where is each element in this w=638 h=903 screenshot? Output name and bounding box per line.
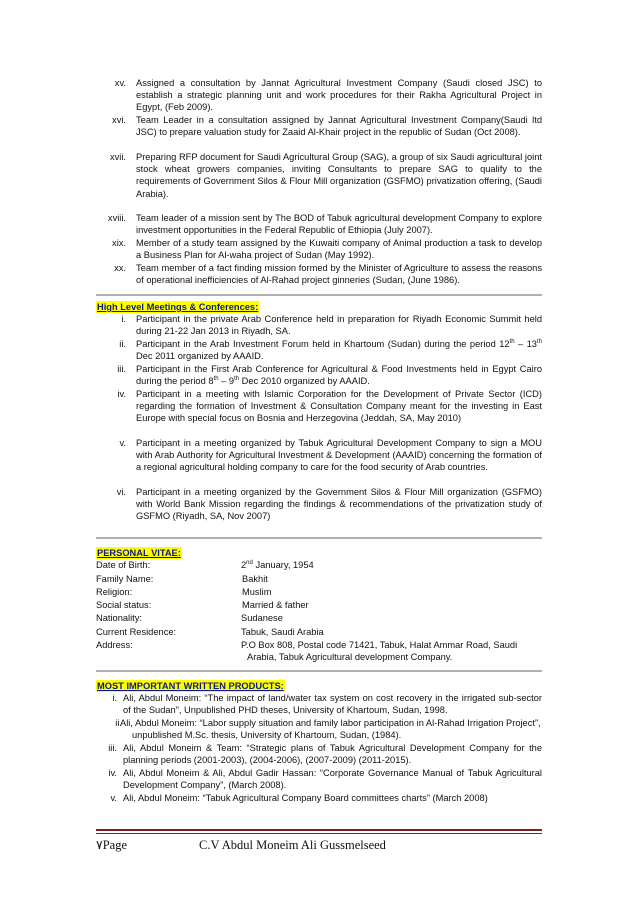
vitae-value: Tabuk, Saudi Arabia (241, 627, 324, 637)
item-number: iii. (117, 364, 126, 374)
footer-rule-thin (96, 833, 542, 834)
page-number: ٧Page (96, 838, 128, 852)
section-heading-written-products: MOST IMPORTANT WRITTEN PRODUCTS: (97, 681, 284, 691)
list-item (96, 114, 542, 151)
item-number: xix. (112, 238, 126, 248)
vitae-label: Nationality: (96, 613, 142, 623)
vitae-label: Religion: (96, 587, 133, 597)
vitae-value: P.O Box 808, Postal code 71421, Tabuk, Halat Ammar Road, Saudi Arabia, Tabuk Agricultural development Company. (241, 640, 518, 663)
item-number: xv. (114, 78, 126, 88)
item-text: Ali, Abdul Moneim & Team: “Strategic plans of Tabuk Agricultural Development Company for the planning periods (2001-2003), (2004-2006), (2007-2009) (2011-2015). (123, 743, 542, 766)
item-text: Member of a study team assigned by the Kuwaiti company of Animal production a task to develop a Business Plan for Al-waha project of Sudan (May 1992). (136, 238, 542, 261)
item-text: Team leader of a mission sent by The BOD of Tabuk agricultural development Company to explore investment opportunities in the Federal Republic of Ethiopia (July 2007). (136, 213, 542, 236)
item-number: iii. (108, 743, 117, 753)
list-item (96, 767, 542, 792)
item-number: xvi. (112, 115, 126, 125)
item-number: i. (121, 314, 126, 324)
item-number: xx. (114, 263, 126, 273)
vitae-label: Family Name: (96, 574, 154, 584)
vitae-value: Sudanese (241, 613, 283, 623)
list-item (96, 151, 542, 212)
section-divider (96, 294, 542, 296)
item-number: iv. (117, 389, 126, 399)
item-text: Team Leader in a consultation assigned by Jannat Agricultural Investment Company(Saudi ltd JSC) to prepare valuation study for Zaaid Al-Khair project in the republic of Sudan (Oct 2008). (136, 115, 542, 138)
vitae-label: Social status: (96, 600, 152, 610)
item-text: Ali, Abdul Moneim: “The impact of land/water tax system on cost recovery in the irrigated sub-sector of the Sudan”, Unpublished PHD theses, University of Khartoum, Sudan, 1998. (123, 693, 542, 716)
vitae-row-social-status (96, 599, 542, 611)
item-text: Assigned a consultation by Jannat Agricultural Investment Company (Saudi closed JSC) to establish a strategic planning unit and work procedures for their Rakha Agricultural Project in Egypt, (Feb 2009). (136, 78, 542, 113)
item-text: Participant in the private Arab Conference held in preparation for Riyadh Economic Summit held during 21-22 Jan 2013 in Riyadh, SA. (136, 314, 542, 337)
item-text: Ali, Abdul Moneim: “Tabuk Agricultural Company Board committees charts” (March 2008) (123, 793, 488, 803)
written-products-list (96, 692, 542, 805)
list-item (96, 437, 542, 486)
item-text: Ali, Abdul Moneim & Ali, Abdul Gadir Hassan: “Corporate Governance Manual of Tabuk Agricultural Development Company”, (March 2008). (123, 768, 542, 791)
vitae-row-family-name (96, 573, 542, 585)
meetings-list (96, 313, 542, 523)
list-item (96, 313, 542, 338)
item-text: Participant in the Arab Investment Forum held in Khartoum (Sudan) during the period 12th – 13th Dec 2011 organized by AAAID. (136, 338, 542, 362)
item-number: i. (112, 693, 117, 703)
item-text: Team member of a fact finding mission formed by the Minister of Agriculture to assess the reasons of operational inefficiencies of Al-Rahad project ginneries (Sudan, (June 1986). (136, 263, 542, 286)
section-divider (96, 537, 542, 539)
item-number: vi. (116, 487, 126, 497)
item-number: ii. (119, 339, 126, 349)
item-number: v. (119, 438, 126, 448)
list-item (96, 388, 542, 437)
vitae-value: Married & father (242, 600, 309, 610)
footer-title: C.V Abdul Moneim Ali Gussmelseed (199, 838, 386, 852)
item-text: Ali, Abdul Moneim: “Labor supply situation and family labor participation in Al-Rahad Irrigation Project”, unpublished M.Sc. thesis, University of Khartoum, Sudan, (1984). (120, 718, 541, 741)
vitae-label: Current Residence: (96, 627, 177, 637)
vitae-value: Bakhit (242, 574, 268, 584)
vitae-value: Muslim (242, 587, 272, 597)
item-text: Participant in the First Arab Conference for Agricultural & Food Investments held in Egypt Cairo during the period 8th – 9th Dec 2010 organized by AAAID. (136, 364, 542, 387)
item-number: xvii. (109, 152, 126, 162)
vitae-row-address (96, 639, 542, 665)
list-item (96, 262, 542, 287)
vitae-value: 2nd January, 1954 (241, 559, 314, 570)
item-text: Participant in a meeting organized by Tabuk Agricultural Development Company to sign a MOU with Arab Authority for Agricultural Investment & Development (AAAID) concerning the formation of a regional agricultural holding company to care for the food security of Arab countries. (136, 438, 542, 473)
item-text: Participant in a meeting organized by the Government Silos & Flour Mill organization (GSFMO) with World Bank Mission regarding the findings & recommendations of the privatization study of GSFMO (Riyadh, SA, Nov 2007) (136, 487, 542, 522)
list-item (96, 338, 542, 363)
section-heading-personal-vitae: PERSONAL VITAE: (97, 548, 181, 558)
list-item (96, 237, 542, 262)
item-number: v. (110, 793, 117, 803)
list-item (96, 717, 542, 742)
item-number: ii. (115, 718, 122, 728)
footer-rule (96, 829, 542, 831)
list-item (96, 486, 542, 523)
vitae-row-nationality (96, 612, 542, 624)
vitae-row-religion (96, 586, 542, 598)
list-item (96, 77, 542, 114)
item-number: xviii. (107, 213, 126, 223)
list-item (96, 742, 542, 767)
item-text: Participant in a meeting with Islamic Corporation for the Development of Private Sector (ICD) regarding the formation of Investment & Consultation Company meant for the investing in East Europe with special focus on Bosnia and Herzegovina (Jeddah, SA, May 2010) (136, 389, 542, 424)
section-divider (96, 670, 542, 672)
vitae-row-current-residence (96, 626, 542, 638)
list-item (96, 692, 542, 717)
vitae-row-date-of-birth (96, 559, 542, 571)
item-text: Preparing RFP document for Saudi Agricultural Group (SAG), a group of six Saudi agricultural joint stock wheat growers companies, inviting Consultants to prepare SAG to qualify to the requirements of Government Silos & Flour Mill organization (GSFMO) privatization offering, (Saudi Arabia). (136, 152, 542, 199)
section-heading-meetings: High Level Meetings & Conferences: (97, 302, 259, 312)
experience-list (96, 77, 542, 287)
list-item (96, 212, 542, 237)
list-item (96, 792, 542, 805)
vitae-label: Date of Birth: (96, 560, 151, 570)
vitae-label: Address: (96, 640, 133, 650)
item-number: iv. (108, 768, 117, 778)
list-item (96, 363, 542, 388)
